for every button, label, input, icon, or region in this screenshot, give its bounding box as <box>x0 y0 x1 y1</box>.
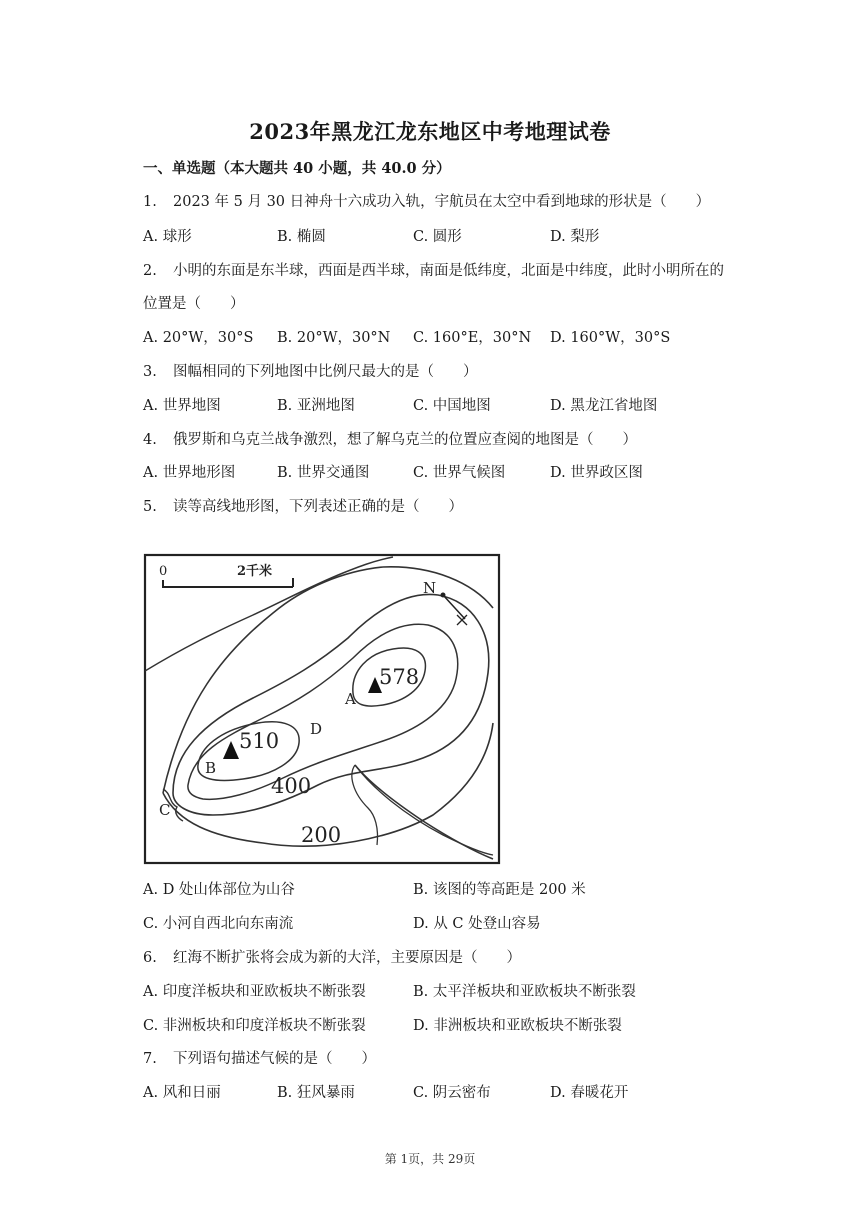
option-c: C. 阴云密布 <box>413 1085 491 1101</box>
contour-label-400: 400 <box>271 774 312 798</box>
point-d-label: D <box>310 720 323 738</box>
option-a: A. 球形 <box>143 229 192 245</box>
option-c: C. 160°E，30°N <box>413 330 532 346</box>
question-4 <box>143 428 637 449</box>
contour-map-figure <box>143 553 501 865</box>
question-2 <box>143 259 724 280</box>
option-b: B. 该图的等高距是 200 米 <box>413 882 586 898</box>
option-b: B. 世界交通图 <box>277 465 370 481</box>
peak-b-label: B <box>205 759 217 777</box>
option-b: B. 太平洋板块和亚欧板块不断张裂 <box>413 984 636 1000</box>
option-b: B. 狂风暴雨 <box>277 1085 355 1101</box>
peak-a-label: A <box>345 690 356 708</box>
option-a: A. 世界地形图 <box>143 465 236 481</box>
page-title: 2023年黑龙江龙东地区中考地理试卷 <box>249 119 611 144</box>
section-heading: 一、单选题（本大题共 40 小题，共 40.0 分） <box>143 160 451 177</box>
question-6 <box>143 946 521 967</box>
option-d: D. 梨形 <box>550 229 600 245</box>
option-a: A. D 处山体部位为山谷 <box>143 882 295 898</box>
option-a: A. 20°W，30°S <box>143 330 254 346</box>
north-label: N <box>423 579 437 597</box>
map-frame <box>145 555 499 863</box>
option-a: A. 风和日丽 <box>143 1085 221 1101</box>
question-text: 红海不断扩张将会成为新的大洋，主要原因是（ ） <box>173 950 521 966</box>
question-1 <box>143 190 710 211</box>
option-c: C. 小河自西北向东南流 <box>143 916 294 932</box>
question-number: 5. <box>143 499 157 515</box>
question-3 <box>143 360 478 381</box>
question-number: 2. <box>143 263 157 279</box>
question-number: 1. <box>143 194 157 210</box>
option-b: B. 椭圆 <box>277 229 326 245</box>
question-text: 小明的东面是东半球，西面是西半球，南面是低纬度，北面是中纬度，此时小明所在的 <box>173 263 724 279</box>
option-d: D. 世界政区图 <box>550 465 643 481</box>
option-b: B. 20°W，30°N <box>277 330 391 346</box>
question-text: 俄罗斯和乌克兰战争激烈，想了解乌克兰的位置应查阅的地图是（ ） <box>173 432 637 448</box>
question-number: 6. <box>143 950 157 966</box>
option-c: C. 中国地图 <box>413 398 491 414</box>
option-a: A. 印度洋板块和亚欧板块不断张裂 <box>143 984 366 1000</box>
option-d: D. 非洲板块和亚欧板块不断张裂 <box>413 1018 622 1034</box>
question-number: 3. <box>143 364 157 380</box>
scale-zero-label: 0 <box>159 564 168 579</box>
question-text: 读等高线地形图，下列表述正确的是（ ） <box>173 499 463 515</box>
option-d: D. 春暖花开 <box>550 1085 629 1101</box>
question-text: 下列语句描述气候的是（ ） <box>173 1051 376 1067</box>
page-footer: 第 1页，共 29页 <box>384 1152 476 1166</box>
option-c: C. 圆形 <box>413 229 462 245</box>
scale-distance-label: 2千米 <box>237 564 273 579</box>
option-d: D. 黑龙江省地图 <box>550 398 658 414</box>
option-c: C. 非洲板块和印度洋板块不断张裂 <box>143 1018 366 1034</box>
point-c-label: C <box>159 801 171 819</box>
question-text: 2023 年 5 月 30 日神舟十六成功入轨，宇航员在太空中看到地球的形状是（ ） <box>173 194 711 210</box>
option-d: D. 160°W，30°S <box>550 330 671 346</box>
question-7 <box>143 1047 376 1068</box>
peak-b-elevation: 510 <box>239 729 280 753</box>
question-number: 4. <box>143 432 157 448</box>
contour-label-200: 200 <box>301 823 342 847</box>
peak-a-elevation: 578 <box>379 665 420 689</box>
option-b: B. 亚洲地图 <box>277 398 355 414</box>
question-number: 7. <box>143 1051 157 1067</box>
question-2-continued: 位置是（ ） <box>143 296 245 312</box>
option-d: D. 从 C 处登山容易 <box>413 916 541 932</box>
option-a: A. 世界地图 <box>143 398 221 414</box>
question-text: 图幅相同的下列地图中比例尺最大的是（ ） <box>173 364 478 380</box>
option-c: C. 世界气候图 <box>413 465 506 481</box>
question-5 <box>143 495 463 516</box>
